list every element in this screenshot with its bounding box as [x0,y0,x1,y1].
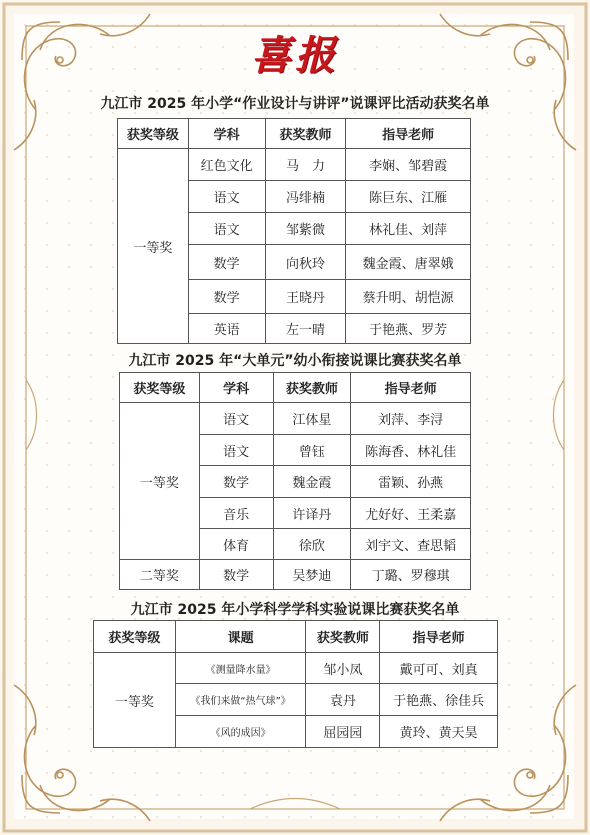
advisor-cell: 刘萍、李浔 [351,403,471,435]
award-level-cell: 二等奖 [120,560,200,590]
subject-cell: 语文 [199,435,273,466]
subject-cell: 数学 [188,280,265,314]
teacher-cell: 向秋玲 [265,245,346,280]
teacher-cell: 冯绯楠 [265,181,346,213]
teacher-cell: 袁丹 [306,684,380,716]
subject-cell: 音乐 [199,498,273,529]
teacher-cell: 左一晴 [265,314,346,344]
section-2-title: 九江市 2025 年“大单元”幼小衔接说课比赛获奖名单 [128,353,462,369]
advisor-cell: 魏金霞、唐翠娥 [346,245,471,280]
header-level: 获奖等级 [118,119,189,149]
teacher-cell: 曾钰 [273,435,351,466]
header-teacher: 获奖教师 [273,373,351,403]
table-header-row [94,621,498,653]
advisor-cell: 陈海香、林礼佳 [351,435,471,466]
advisor-cell: 于艳燕、罗芳 [346,314,471,344]
table-header-row [118,119,471,149]
header-advisor: 指导老师 [380,621,498,653]
subject-cell: 语文 [199,403,273,435]
header-advisor: 指导老师 [346,119,471,149]
header-teacher: 获奖教师 [306,621,380,653]
teacher-cell: 邹紫微 [265,213,346,245]
topic-cell: 《我们来做“热气球”》 [175,684,306,716]
advisor-cell: 于艳燕、徐佳兵 [380,684,498,716]
teacher-cell: 徐欣 [273,529,351,560]
header-subject: 学科 [188,119,265,149]
award-level-cell: 一等奖 [118,149,189,344]
section-3-title: 九江市 2025 年小学科学学科实验说课比赛获奖名单 [130,602,460,618]
subject-cell: 数学 [199,466,273,498]
header-level: 获奖等级 [94,621,176,653]
advisor-cell: 刘宇文、查思韬 [351,529,471,560]
section-1-table [117,118,471,344]
subject-cell: 红色文化 [188,149,265,181]
advisor-cell: 雷颖、孙燕 [351,466,471,498]
advisor-cell: 戴可可、刘真 [380,653,498,684]
header-topic: 课题 [175,621,306,653]
table-row [94,653,498,684]
header-teacher: 获奖教师 [265,119,346,149]
teacher-cell: 马 力 [265,149,346,181]
advisor-cell: 李娴、邹碧霞 [346,149,471,181]
advisor-cell: 黄玲、黄天昊 [380,716,498,748]
teacher-cell: 邹小凤 [306,653,380,684]
advisor-cell: 林礼佳、刘萍 [346,213,471,245]
section-2-table [119,372,471,590]
teacher-cell: 魏金霞 [273,466,351,498]
advisor-cell: 蔡升明、胡恺源 [346,280,471,314]
advisor-cell: 丁璐、罗穆琪 [351,560,471,590]
subject-cell: 数学 [188,245,265,280]
topic-cell: 《风的成因》 [175,716,306,748]
subject-cell: 英语 [188,314,265,344]
subject-cell: 数学 [199,560,273,590]
award-level-cell: 一等奖 [120,403,200,560]
section-1-title: 九江市 2025 年小学“作业设计与讲评”说课评比活动获奖名单 [100,96,490,112]
main-title: 喜报 [251,32,339,79]
teacher-cell: 王晓丹 [265,280,346,314]
table-row [120,403,471,435]
header-advisor: 指导老师 [351,373,471,403]
header-level: 获奖等级 [120,373,200,403]
topic-cell: 《测量降水量》 [175,653,306,684]
table-row [118,149,471,181]
award-level-cell: 一等奖 [94,653,176,748]
subject-cell: 语文 [188,181,265,213]
teacher-cell: 许译丹 [273,498,351,529]
advisor-cell: 陈巨东、江雁 [346,181,471,213]
subject-cell: 语文 [188,213,265,245]
subject-cell: 体育 [199,529,273,560]
table-header-row [120,373,471,403]
advisor-cell: 尤好好、王柔嘉 [351,498,471,529]
teacher-cell: 屈园园 [306,716,380,748]
header-subject: 学科 [199,373,273,403]
section-3-table [93,620,498,748]
table-row [120,560,471,590]
teacher-cell: 吴梦迪 [273,560,351,590]
teacher-cell: 江体星 [273,403,351,435]
